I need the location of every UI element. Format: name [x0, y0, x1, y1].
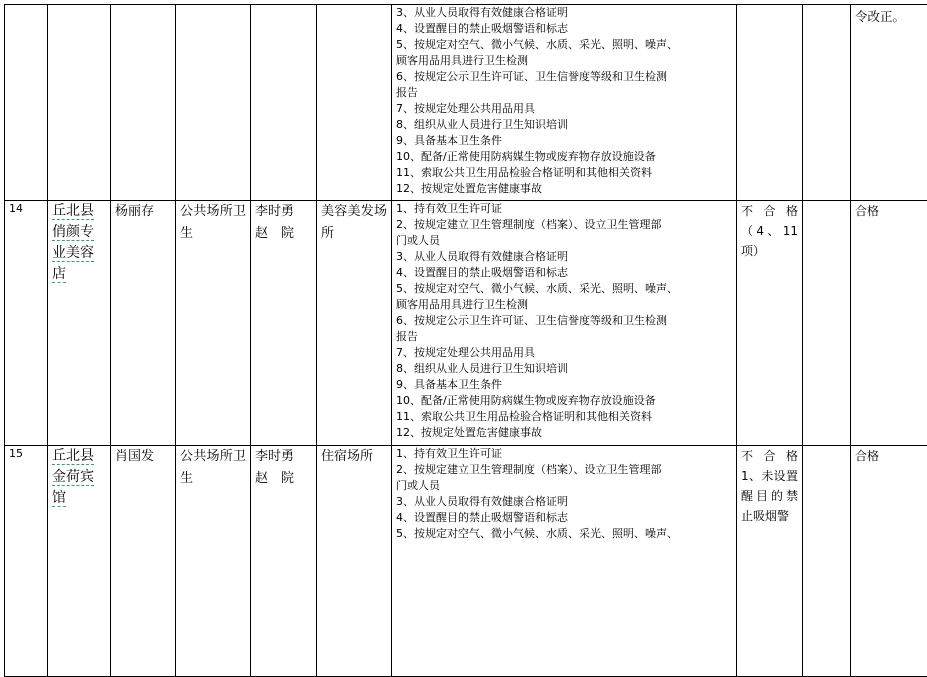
- result-cell: [737, 5, 803, 201]
- row-number: 14: [5, 201, 48, 446]
- inspection-item: 9、具备基本卫生条件: [396, 133, 732, 149]
- inspection-item: 7、按规定处理公共用品用具: [396, 101, 732, 117]
- inspection-table: [4, 4, 927, 677]
- inspectors-cell: [251, 201, 317, 446]
- inspection-item: 5、按规定对空气、微小气候、水质、采光、照明、噪声、: [396, 526, 732, 542]
- inspection-item: 6、按规定公示卫生许可证、卫生信誉度等级和卫生检测: [396, 313, 732, 329]
- inspection-items: [392, 5, 737, 201]
- responsible-person: 肖国发: [111, 446, 176, 677]
- inspection-item: 2、按规定建立卫生管理制度（档案）、设立卫生管理部: [396, 462, 732, 478]
- inspection-item: 12、按规定处置危害健康事故: [396, 181, 732, 197]
- inspection-item: 2、按规定建立卫生管理制度（档案）、设立卫生管理部: [396, 217, 732, 233]
- inspection-item: 5、按规定对空气、微小气候、水质、采光、照明、噪声、: [396, 281, 732, 297]
- place-type: 住宿场所: [317, 446, 392, 677]
- inspector-name: 李时勇: [255, 201, 312, 223]
- row-number: [5, 5, 48, 201]
- inspection-item: 11、索取公共卫生用品检验合格证明和其他相关资料: [396, 165, 732, 181]
- inspection-item: 7、按规定处理公共用品用具: [396, 345, 732, 361]
- blank-cell: [803, 201, 851, 446]
- category-cell: [176, 446, 251, 677]
- blank-cell: [803, 446, 851, 677]
- inspection-item: 1、持有效卫生许可证: [396, 446, 732, 462]
- inspector-name: 赵 院: [255, 468, 312, 490]
- establishment-name: 丘北县金荷宾馆: [52, 448, 94, 507]
- inspection-item: 10、配备/正常使用防病媒生物或废弃物存放设施设备: [396, 149, 732, 165]
- table-row: [5, 201, 927, 446]
- inspection-item: 3、从业人员取得有效健康合格证明: [396, 249, 732, 265]
- inspection-item: 11、索取公共卫生用品检验合格证明和其他相关资料: [396, 409, 732, 425]
- qualified-cell: 合格: [851, 446, 927, 677]
- establishment-name: [48, 5, 111, 201]
- inspection-items: [392, 446, 737, 677]
- inspection-item: 4、设置醒目的禁止吸烟警语和标志: [396, 265, 732, 281]
- inspection-item: 8、组织从业人员进行卫生知识培训: [396, 117, 732, 133]
- place-type: [317, 5, 392, 201]
- inspection-item: 4、设置醒目的禁止吸烟警语和标志: [396, 510, 732, 526]
- category-cell: [176, 201, 251, 446]
- category-text: 公共场所卫生: [180, 446, 246, 490]
- inspection-item: 报告: [396, 329, 732, 345]
- inspection-item: 门或人员: [396, 233, 732, 249]
- inspector-name: 赵 院: [255, 223, 312, 245]
- blank-cell: [803, 5, 851, 201]
- inspection-item: 4、设置醒目的禁止吸烟警语和标志: [396, 21, 732, 37]
- row-number: 15: [5, 446, 48, 677]
- inspectors-cell: [251, 5, 317, 201]
- result-cell: 不合格 1、未设置醒目的禁止吸烟警: [737, 446, 803, 677]
- inspection-item: 3、从业人员取得有效健康合格证明: [396, 5, 732, 21]
- place-type-text: 美容美发场所: [321, 201, 387, 245]
- responsible-person: 杨丽存: [111, 201, 176, 446]
- qualified-cell: 合格: [851, 201, 927, 446]
- inspection-item: 顾客用品用具进行卫生检测: [396, 297, 732, 313]
- action-cell: 令改正。: [851, 5, 927, 201]
- table-row: [5, 446, 927, 677]
- inspection-item: 12、按规定处置危害健康事故: [396, 425, 732, 441]
- inspection-item: 1、持有效卫生许可证: [396, 201, 732, 217]
- inspection-items: [392, 201, 737, 446]
- inspectors-cell: [251, 446, 317, 677]
- inspection-item: 8、组织从业人员进行卫生知识培训: [396, 361, 732, 377]
- establishment-name: 丘北县俏颜专业美容店: [52, 203, 94, 283]
- inspector-name: 李时勇: [255, 446, 312, 468]
- result-cell: 不合格（4、11项）: [737, 201, 803, 446]
- category-text: 公共场所卫生: [180, 201, 246, 245]
- inspection-item: 9、具备基本卫生条件: [396, 377, 732, 393]
- inspection-item: 10、配备/正常使用防病媒生物或废弃物存放设施设备: [396, 393, 732, 409]
- table-row: [5, 5, 927, 201]
- inspection-item: 6、按规定公示卫生许可证、卫生信誉度等级和卫生检测: [396, 69, 732, 85]
- responsible-person: [111, 5, 176, 201]
- inspection-item: 顾客用品用具进行卫生检测: [396, 53, 732, 69]
- category-cell: [176, 5, 251, 201]
- inspection-item: 报告: [396, 85, 732, 101]
- place-type: [317, 201, 392, 446]
- inspection-item: 3、从业人员取得有效健康合格证明: [396, 494, 732, 510]
- inspection-item: 门或人员: [396, 478, 732, 494]
- inspection-item: 5、按规定对空气、微小气候、水质、采光、照明、噪声、: [396, 37, 732, 53]
